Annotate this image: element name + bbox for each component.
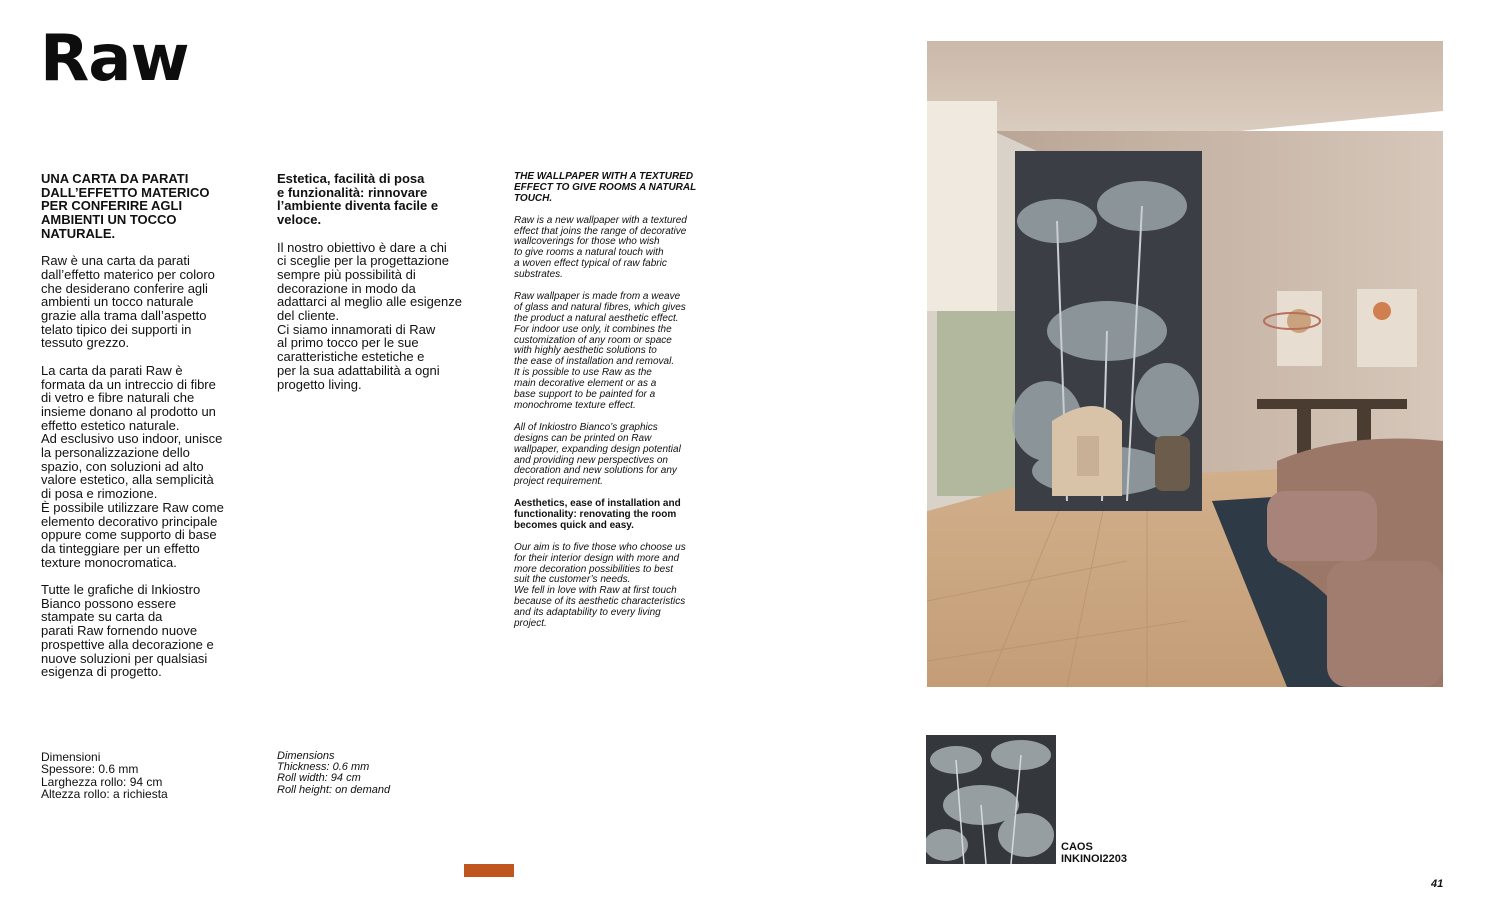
english-heading: THE WALLPAPER WITH A TEXTURED EFFECT TO GIVE ROOMS A NATURAL TOUCH. <box>514 171 697 204</box>
italian-paragraph-3: Tutte le grafiche di Inkiostro Bianco possono essere stampate su carta da parati Raw fornendo nuove prospettive alla decorazione e nuove soluzioni per qualsiasi esigenza di progetto. <box>41 582 214 680</box>
interior-photo <box>927 41 1443 687</box>
product-swatch <box>926 735 1056 864</box>
italian-heading: UNA CARTA DA PARATI DALL’EFFETTO MATERICO PER CONFERIRE AGLI AMBIENTI UN TOCCO NATURALE. <box>41 171 210 241</box>
italian-paragraph-2: La carta da parati Raw è formata da un intreccio di fibre di vetro e fibre naturali che insieme donano al prodotto un effetto estetico naturale. Ad esclusivo uso indoor, unisce la personalizzazione dello spazio, con soluzioni ad alto valore estetico, alla semplicità di posa e rimozione. È possibile utilizzare Raw come elemento decorativo principale oppure come supporto di base da tinteggiare per un effetto texture monocromatica. <box>41 362 224 570</box>
italian-column-2 <box>277 172 487 405</box>
accent-bar <box>464 864 514 877</box>
italian-paragraph-4: Il nostro obiettivo è dare a chi ci sceglie per la progettazione sempre più possibilità di decorazione in modo da adattarci al meglio alle esigenze del cliente. Ci siamo innamorati di Raw al primo tocco per le sue caratteristiche estetiche e per la sua adattabilità a ogni progetto living. <box>277 239 462 392</box>
english-paragraph-4: Our aim is to five those who choose us for their interior design with more and more decoration possibilities to best suit the customer’s needs. We fell in love with Raw at first touch because of its aesthetic characteristics and its adaptability to every living project. <box>514 541 686 630</box>
english-dimensions: Dimensions Thickness: 0.6 mm Roll width: 94 cm Roll height: on demand <box>277 750 391 796</box>
page-number: 41 <box>1431 878 1444 890</box>
english-column <box>514 172 714 641</box>
english-paragraph-1: Raw is a new wallpaper with a textured effect that joins the range of decorative wallcoverings for those who wish to give rooms a natural touch with a woven effect typical of raw fabric substrates. <box>514 214 687 281</box>
page-title: Raw <box>40 22 189 96</box>
italian-paragraph-1: Raw è una carta da parati dall’effetto materico per coloro che desiderano conferire agli ambienti un tocco naturale grazie alla trama dall’aspetto telato tipico dei supporti in tessuto grezzo. <box>41 253 215 351</box>
english-paragraph-3: All of Inkiostro Bianco’s graphics designs can be printed on Raw wallpaper, expanding design potential and providing new perspectives on decoration and new solutions for any project requirement. <box>514 421 681 488</box>
italian-subheading: Estetica, facilità di posa e funzionalità: rinnovare l’ambiente diventa facile e veloce. <box>277 171 439 228</box>
english-subheading: Aesthetics, ease of installation and functionality: renovating the room becomes quick and easy. <box>514 498 681 531</box>
english-paragraph-2: Raw wallpaper is made from a weave of glass and natural fibres, which gives the product a natural aesthetic effect. For indoor use only, it combines the customization of any room or space with highly aesthetic solutions to the ease of installation and removal. It is possible to use Raw as the main decorative element or as a base support to be painted for a monochrome texture effect. <box>514 290 686 411</box>
product-caption: CAOS INKINOI2203 <box>1061 841 1128 865</box>
italian-column-1 <box>41 172 246 693</box>
italian-dimensions: Dimensioni Spessore: 0.6 mm Larghezza rollo: 94 cm Altezza rollo: a richiesta <box>41 750 168 801</box>
